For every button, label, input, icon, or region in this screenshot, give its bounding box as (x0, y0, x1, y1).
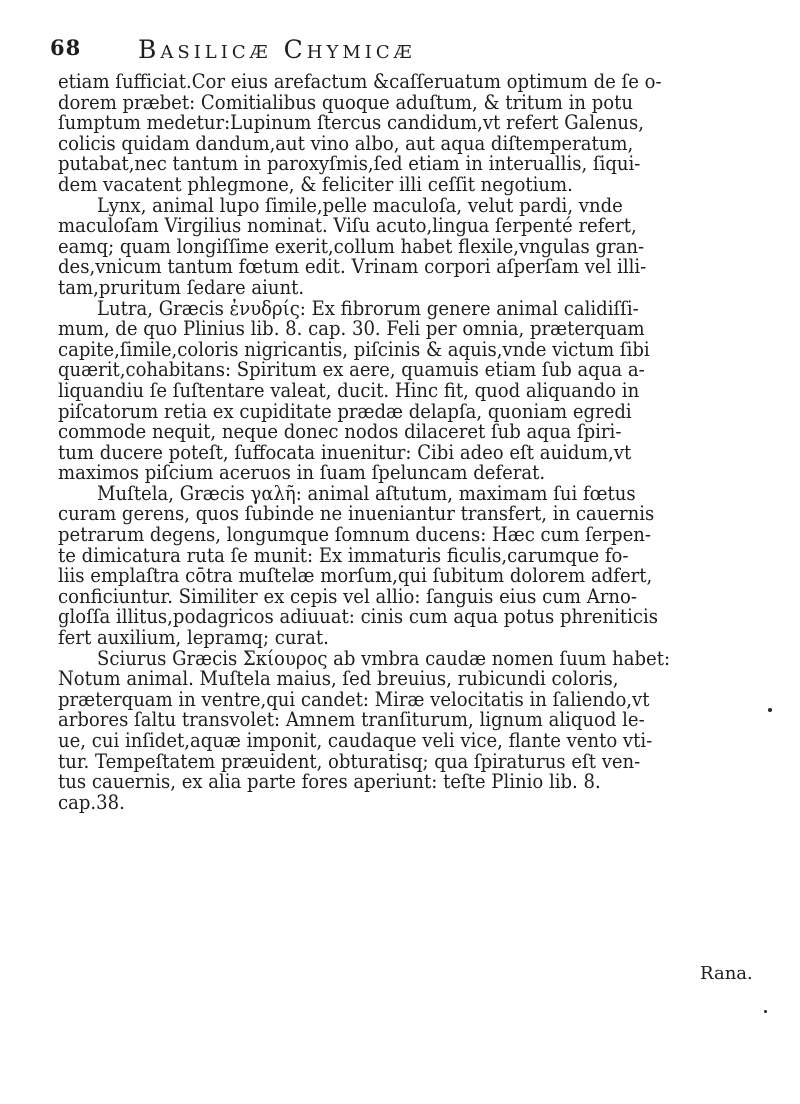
catchword: Rana. (700, 963, 753, 984)
text-line: commode nequit, neque donec nodos dilaceret ſub aqua ſpiri- (58, 420, 622, 444)
text-line: tum ducere poteſt, ſuffocata inuenitur: Cibi adeo eſt auidum,vt (58, 440, 632, 464)
text-line: gloſſa illitus,podagricos adiuuat: cinis cum aqua potus phreniticis (58, 605, 658, 629)
text-line: etiam ſufficiat.Cor eius arefactum &caſſeruatum optimum de ſe o- (58, 70, 662, 93)
text-line: conficiuntur. Similiter ex cepis vel allio: ſanguis eius cum Arno- (58, 584, 637, 608)
text-line: maculoſam Virgilius nominat. Viſu acuto,lingua ſerpenté refert, (58, 214, 637, 238)
text-line: te dimicatura ruta ſe munit: Ex immaturis ficulis,carumque fo- (58, 543, 629, 567)
text-line: capite,ſimile,coloris nigricantis, piſcinis & aquis,vnde victum ſibi (58, 337, 650, 361)
text-line: colicis quidam dandum,aut vino albo, aut aqua diſtemperatum, (58, 131, 634, 155)
text-line: quærit,cohabitans: Spiritum ex aere, quamuis etiam ſub aqua a- (58, 358, 645, 382)
text-line: cap.38. (58, 790, 125, 814)
text-line: dorem præbet: Comitialibus quoque aduſtum, & tritum in potu (58, 90, 633, 114)
text-line: Muſtela, Græcis γαλῆ: animal aſtutum, maximam ſui fœtus (97, 481, 636, 505)
text-line: præterquam in ventre,qui candet: Miræ velocitatis in ſaliendo,vt (58, 687, 650, 711)
text-line: curam gerens, quos ſubinde ne inueniantur transfert, in cauernis (58, 502, 655, 526)
page-number: 68 (50, 35, 82, 60)
text-line: liis emplaſtra cōtra muſtelæ morſum,qui ſubitum dolorem adfert, (58, 564, 653, 588)
text-line: ue, cui inſidet,aquæ imponit, caudaque veli vice, flante vento vti- (58, 729, 653, 752)
text-line: arbores ſaltu transvolet: Amnem tranſiturum, lignum aliquod le- (58, 708, 645, 732)
running-title: Basilicæ Chymicæ (138, 35, 416, 64)
text-line: Lynx, animal lupo ſimile,pelle maculoſa, velut pardi, vnde (97, 193, 623, 217)
text-line: mum, de quo Plinius lib. 8. cap. 30. Feli per omnia, præterquam (58, 317, 645, 341)
body-text (58, 72, 709, 813)
text-line: liquandiu ſe ſuſtentare valeat, ducit. Hinc fit, quod aliquando in (58, 378, 640, 402)
text-line: maximos piſcium aceruos in ſuam ſpeluncam deferat. (58, 461, 546, 485)
ink-speck (764, 1010, 767, 1013)
text-line: Lutra, Græcis ἐνυδρίς: Ex fibrorum genere animal calidiſſi- (97, 296, 639, 320)
text-line: tus cauernis, ex alia parte fores aperiunt: teſte Plinio lib. 8. (58, 770, 601, 794)
text-line: Sciurus Græcis Σκίουρος ab vmbra caudæ nomen ſuum habet: (97, 646, 671, 670)
text-line: petrarum degens, longumque ſomnum ducens: Hæc cum ſerpen- (58, 523, 651, 547)
text-line: dem vacatent phlegmone, & feliciter illi ceſſit negotium. (58, 172, 573, 196)
text-line: tur. Tempeſtatem præuident, obturatisq; qua ſpiraturus eſt ven- (58, 749, 641, 773)
text-line: ſumptum medetur:Lupinum ſtercus candidum,vt refert Galenus, (58, 111, 645, 135)
text-line: tam,pruritum ſedare aiunt. (58, 275, 305, 299)
text-line: fert auxilium, lepramq; curat. (58, 626, 329, 650)
text-line: des,vnicum tantum fœtum edit. Vrinam corpori aſperſam vel illi- (58, 255, 647, 279)
ink-speck (768, 708, 772, 712)
text-line: piſcatorum retia ex cupiditate prædæ delapſa, quoniam egredi (58, 399, 632, 423)
page-header (50, 35, 750, 69)
text-line: Notum animal. Muſtela maius, ſed breuius, rubicundi coloris, (58, 667, 619, 691)
text-line: eamq; quam longiſſime exerit,collum habet flexile,vngulas gran- (58, 234, 645, 258)
text-line: putabat,nec tantum in paroxyſmis,ſed etiam in interuallis, ſiqui- (58, 152, 641, 176)
